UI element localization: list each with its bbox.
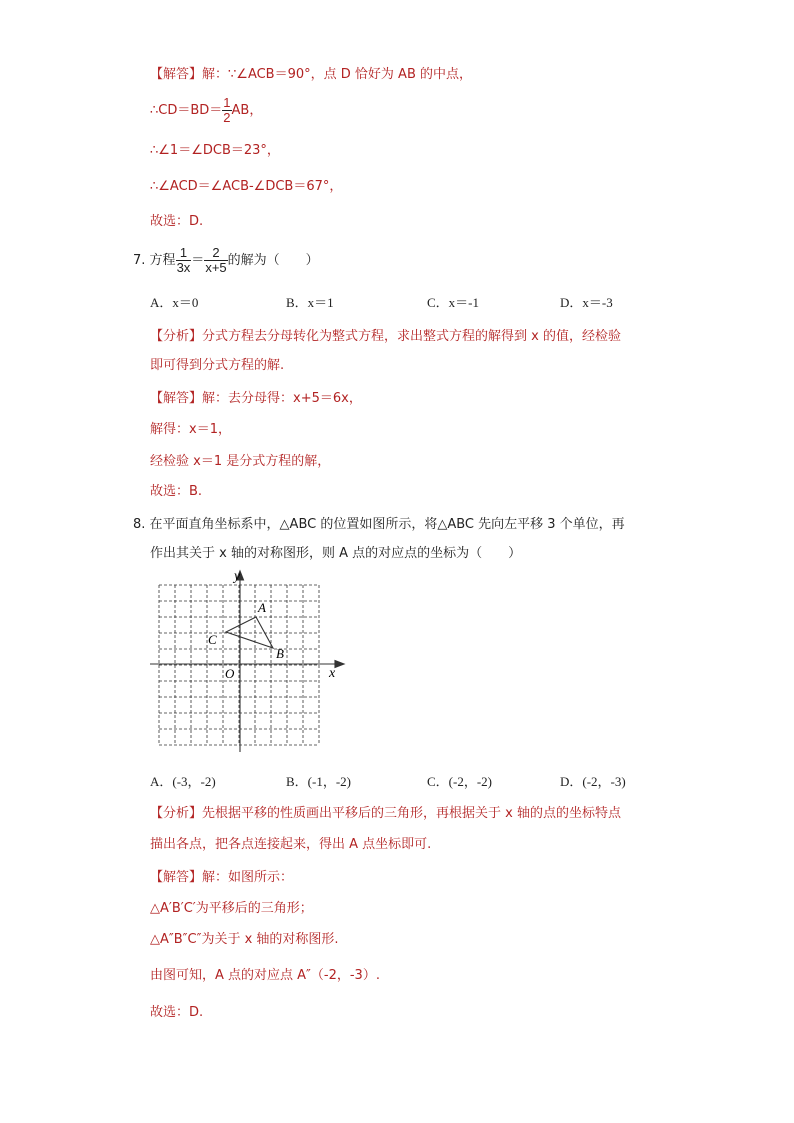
answer-line bbox=[150, 869, 293, 887]
option-c[interactable]: C．(-2，-2) bbox=[427, 774, 492, 789]
fraction-denominator: x+5 bbox=[205, 260, 227, 275]
analysis-text: 分式方程去分母转化为整式方程，求出整式方程的解得到 x 的值，经检验 bbox=[202, 329, 621, 344]
answer-line bbox=[150, 390, 362, 408]
x-axis-arrow-icon bbox=[335, 661, 344, 668]
fraction bbox=[222, 96, 231, 125]
question-number: 8. bbox=[133, 517, 146, 532]
option-c[interactable]: C．x＝-1 bbox=[427, 295, 480, 310]
fraction-denominator: 3x bbox=[176, 260, 191, 275]
question-number: 7. bbox=[133, 253, 146, 268]
analysis-line: 即可得到分式方程的解. bbox=[150, 358, 285, 373]
answer-tag: 【解答】 bbox=[150, 870, 203, 885]
answer-tag: 【解答】 bbox=[150, 391, 203, 406]
point-c-label: C bbox=[208, 632, 217, 647]
answer-line: 故选：D. bbox=[150, 1005, 204, 1020]
option-a[interactable]: A．(-3，-2) bbox=[150, 774, 216, 789]
answer-line: △A″B″C″为关于 x 轴的对称图形. bbox=[150, 932, 339, 947]
analysis-text: 先根据平移的性质画出平移后的三角形，再根据关于 x 轴的点的坐标特点 bbox=[202, 806, 621, 821]
fraction bbox=[204, 246, 227, 275]
coordinate-graph bbox=[140, 565, 360, 760]
answer-tag: 【解答】 bbox=[150, 67, 203, 82]
solution-line-fraction bbox=[150, 96, 262, 125]
fraction bbox=[176, 246, 192, 275]
answer-line: 经检验 x＝1 是分式方程的解， bbox=[150, 454, 331, 469]
option-b[interactable]: B．x＝1 bbox=[286, 295, 334, 310]
answer-text: 解：∵∠ACB＝90°，点 D 恰好为 AB 的中点， bbox=[202, 67, 472, 82]
option-b[interactable]: B．(-1，-2) bbox=[286, 774, 351, 789]
answer-text: ∴CD＝BD＝ bbox=[150, 103, 223, 118]
answer-line: 故选：B. bbox=[150, 484, 203, 499]
answer-line: 解得：x＝1， bbox=[150, 422, 231, 437]
x-axis-label: x bbox=[329, 666, 336, 681]
point-b-label: B bbox=[276, 646, 284, 661]
question-text: 的解为（ ） bbox=[227, 253, 319, 268]
fraction-denominator: 2 bbox=[223, 110, 231, 125]
answer-line: △A′B′C′为平移后的三角形； bbox=[150, 901, 313, 916]
option-a[interactable]: A．x＝0 bbox=[150, 295, 199, 310]
solution-line: 故选：D. bbox=[150, 214, 204, 229]
fraction-numerator: 1 bbox=[223, 95, 231, 110]
grid bbox=[159, 585, 319, 745]
solution-line bbox=[150, 66, 472, 84]
analysis-line bbox=[150, 805, 621, 823]
question-text: 在平面直角坐标系中，△ABC 的位置如图所示，将△ABC 先向左平移 3 个单位，再 bbox=[149, 517, 625, 532]
analysis-line: 描出各点，把各点连接起来，得出 A 点坐标即可. bbox=[150, 837, 432, 852]
point-a-label: A bbox=[258, 600, 266, 615]
question-text: 方程 bbox=[149, 253, 176, 268]
equals-sign: ＝ bbox=[191, 253, 205, 268]
question-8 bbox=[133, 516, 625, 534]
option-d[interactable]: D．x＝-3 bbox=[560, 295, 613, 310]
fraction-numerator: 1 bbox=[176, 246, 192, 261]
analysis-tag: 【分析】 bbox=[150, 806, 203, 821]
solution-line: ∴∠1＝∠DCB＝23°， bbox=[150, 143, 280, 158]
question-text: 作出其关于 x 轴的对称图形，则 A 点的对应点的坐标为（ ） bbox=[150, 546, 522, 561]
origin-label: O bbox=[225, 666, 235, 681]
answer-text: 解：如图所示： bbox=[202, 870, 294, 885]
solution-line: ∴∠ACD＝∠ACB-∠DCB＝67°， bbox=[150, 179, 343, 194]
option-d[interactable]: D．(-2，-3) bbox=[560, 774, 626, 789]
axes bbox=[150, 571, 344, 752]
fraction-numerator: 2 bbox=[204, 246, 227, 261]
analysis-tag: 【分析】 bbox=[150, 329, 203, 344]
triangle-abc bbox=[226, 617, 273, 648]
answer-text: 解：去分母得：x+5＝6x， bbox=[202, 391, 362, 406]
y-axis-label: y bbox=[234, 569, 241, 584]
answer-line: 由图可知，A 点的对应点 A″（-2，-3）. bbox=[150, 968, 380, 983]
question-7 bbox=[133, 246, 319, 275]
analysis-line bbox=[150, 328, 621, 346]
answer-text: AB， bbox=[231, 103, 263, 118]
